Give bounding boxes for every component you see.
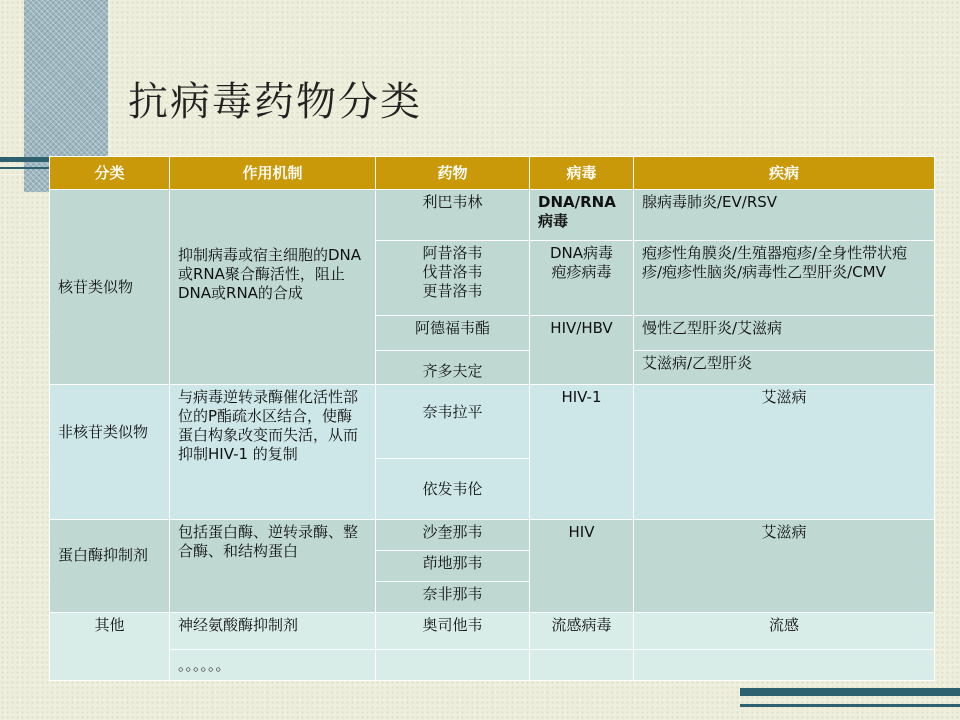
empty-cell: [530, 650, 634, 681]
decorative-line: [740, 704, 960, 707]
empty-cell: [376, 650, 530, 681]
drug-cell: 茚地那韦: [376, 551, 530, 582]
category-cell: 非核苷类似物: [50, 385, 170, 520]
virus-cell: 流感病毒: [530, 613, 634, 650]
disease-cell: 疱疹性角膜炎/生殖器疱疹/全身性带状疱疹/疱疹性脑炎/病毒性乙型肝炎/CMV: [634, 241, 935, 316]
mechanism-cell: 抑制病毒或宿主细胞的DNA或RNA聚合酶活性，阻止DNA或RNA的合成: [170, 190, 376, 385]
table-header-row: [50, 157, 935, 190]
decorative-line: [0, 167, 52, 169]
virus-cell: DNA/RNA病毒: [530, 190, 634, 241]
header-drug: 药物: [376, 157, 530, 190]
header-disease: 疾病: [634, 157, 935, 190]
mechanism-cell: 神经氨酸酶抑制剂: [170, 613, 376, 650]
category-cell: 核苷类似物: [50, 190, 170, 385]
virus-cell: HIV/HBV: [530, 316, 634, 385]
ellipsis-cell: 。。。。。。: [170, 650, 376, 681]
virus-cell: HIV: [530, 520, 634, 613]
header-mechanism: 作用机制: [170, 157, 376, 190]
disease-cell: 艾滋病/乙型肝炎: [634, 351, 935, 385]
table-row: [50, 190, 935, 241]
header-category: 分类: [50, 157, 170, 190]
decorative-line: [740, 688, 960, 696]
disease-cell: 慢性乙型肝炎/艾滋病: [634, 316, 935, 351]
table-row: [50, 650, 935, 681]
drug-cell: 齐多夫定: [376, 351, 530, 385]
category-cell: 蛋白酶抑制剂: [50, 520, 170, 613]
drug-cell: 依发韦伦: [376, 459, 530, 520]
table-row: [50, 385, 935, 459]
drug-cell: 奈韦拉平: [376, 385, 530, 459]
virus-cell: HIV-1: [530, 385, 634, 520]
empty-cell: [634, 650, 935, 681]
disease-cell: 腺病毒肺炎/EV/RSV: [634, 190, 935, 241]
decorative-line: [0, 157, 52, 162]
drug-cell: 利巴韦林: [376, 190, 530, 241]
category-cell: 其他: [50, 613, 170, 681]
table-row: [50, 613, 935, 650]
disease-cell: 艾滋病: [634, 385, 935, 520]
disease-cell: 艾滋病: [634, 520, 935, 613]
slide-title: 抗病毒药物分类: [128, 79, 422, 125]
mechanism-cell: 包括蛋白酶、逆转录酶、整合酶、和结构蛋白: [170, 520, 376, 613]
drug-cell: 沙奎那韦: [376, 520, 530, 551]
table-row: [50, 520, 935, 551]
drug-cell: 阿昔洛韦 伐昔洛韦 更昔洛韦: [376, 241, 530, 316]
drug-cell: 奥司他韦: [376, 613, 530, 650]
drug-cell: 奈非那韦: [376, 582, 530, 613]
drug-cell: 阿德福韦酯: [376, 316, 530, 351]
antiviral-table: [49, 156, 935, 681]
virus-cell: DNA病毒 疱疹病毒: [530, 241, 634, 316]
disease-cell: 流感: [634, 613, 935, 650]
mechanism-cell: 与病毒逆转录酶催化活性部位的P酯疏水区结合，使酶蛋白构象改变而失活，从而抑制HIV-1 的复制: [170, 385, 376, 520]
header-virus: 病毒: [530, 157, 634, 190]
